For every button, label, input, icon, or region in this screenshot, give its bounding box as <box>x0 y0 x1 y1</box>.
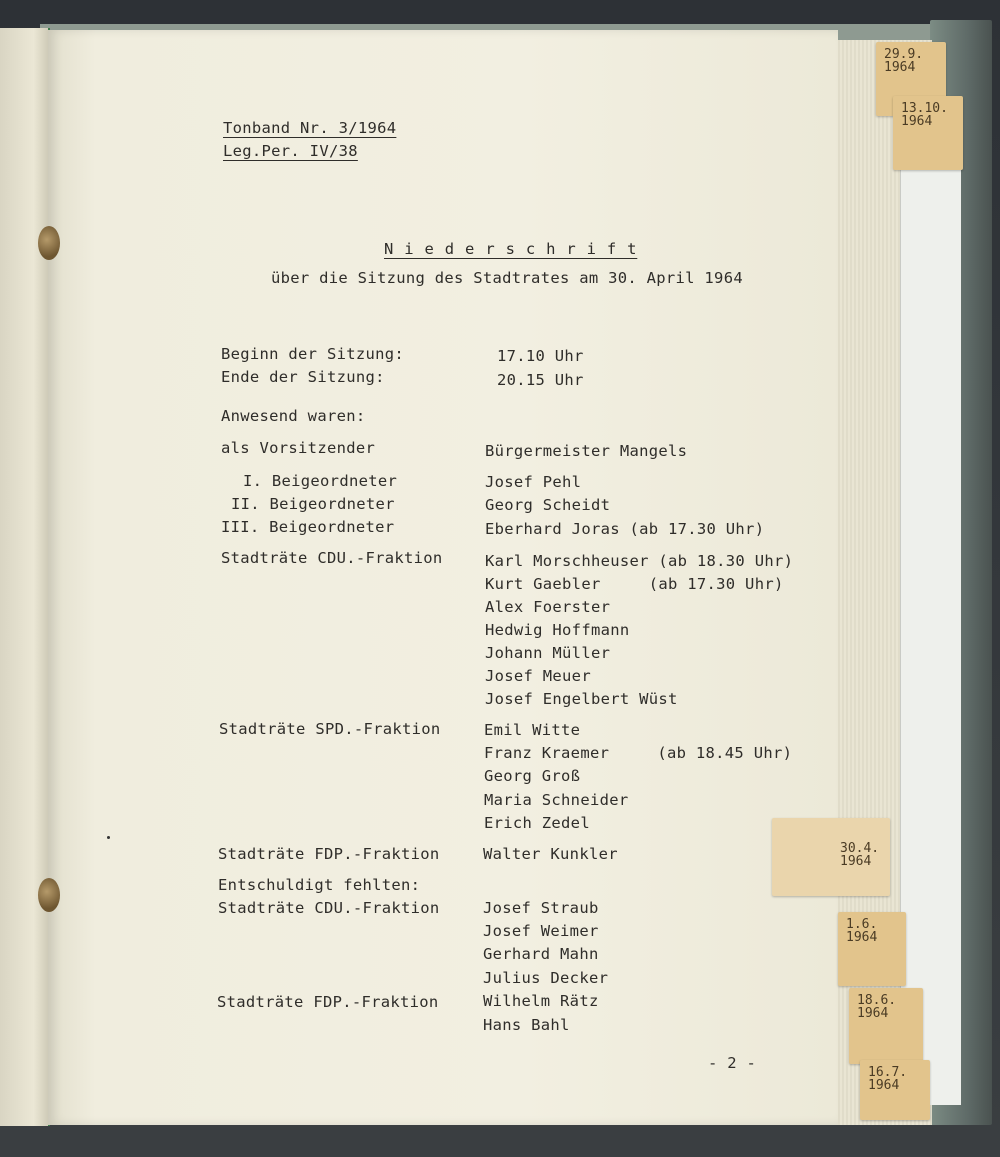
excused-fdp-member: Wilhelm Rätz <box>483 992 599 1010</box>
date-tab[interactable]: 13.10. 1964 <box>893 96 963 170</box>
end-value: 20.15 Uhr <box>497 371 584 389</box>
spd-member: Emil Witte <box>484 721 581 739</box>
deputy-name: Georg Scheidt <box>485 496 611 514</box>
legislative-period: Leg.Per. IV/38 <box>223 142 358 160</box>
excused-fdp-label: Stadträte FDP.-Fraktion <box>217 993 439 1011</box>
cdu-member: Johann Müller <box>485 644 611 662</box>
cdu-member: Josef Meuer <box>485 667 591 685</box>
deputy-label: I. Beigeordneter <box>243 472 398 490</box>
left-page-edge <box>0 28 50 1126</box>
excused-heading: Entschuldigt fehlten: <box>218 876 421 894</box>
chair-name: Bürgermeister Mangels <box>485 442 688 460</box>
spd-member: Franz Kraemer (ab 18.45 Uhr) <box>484 744 793 762</box>
deputy-name: Eberhard Joras (ab 17.30 Uhr) <box>485 520 765 538</box>
cdu-member: Alex Foerster <box>485 598 611 616</box>
excused-cdu-member: Josef Straub <box>483 899 599 917</box>
spd-member: Maria Schneider <box>484 791 629 809</box>
begin-value: 17.10 Uhr <box>497 347 584 365</box>
excused-cdu-member: Josef Weimer <box>483 922 599 940</box>
date-tab[interactable]: 30.4. 1964 <box>772 818 890 896</box>
deputy-label: II. Beigeordneter <box>231 495 395 513</box>
excused-cdu-member: Julius Decker <box>483 969 609 987</box>
cdu-label: Stadträte CDU.-Fraktion <box>221 549 443 567</box>
back-sheet <box>900 160 961 1105</box>
ink-dot <box>107 836 110 839</box>
document-subtitle: über die Sitzung des Stadtrates am 30. April 1964 <box>271 269 743 287</box>
spd-member: Erich Zedel <box>484 814 590 832</box>
spd-label: Stadträte SPD.-Fraktion <box>219 720 441 738</box>
cdu-member: Josef Engelbert Wüst <box>485 690 678 708</box>
deputy-name: Josef Pehl <box>485 473 582 491</box>
cdu-member: Karl Morschheuser (ab 18.30 Uhr) <box>485 552 794 570</box>
date-tab[interactable]: 1.6. 1964 <box>838 912 906 986</box>
date-tab[interactable]: 29.9. 1964 <box>876 42 946 116</box>
binder-ring-icon <box>38 878 60 912</box>
fdp-label: Stadträte FDP.-Fraktion <box>218 845 440 863</box>
page-number: - 2 - <box>708 1054 757 1072</box>
excused-fdp-member: Hans Bahl <box>483 1016 570 1034</box>
excused-cdu-label: Stadträte CDU.-Fraktion <box>218 899 440 917</box>
chair-label: als Vorsitzender <box>221 439 376 457</box>
begin-label: Beginn der Sitzung: <box>221 345 405 363</box>
date-tab[interactable]: 18.6. 1964 <box>849 988 923 1064</box>
tape-number: Tonband Nr. 3/1964 <box>223 119 397 137</box>
end-label: Ende der Sitzung: <box>221 368 385 386</box>
binder-ring-icon <box>38 226 60 260</box>
deputy-label: III. Beigeordneter <box>221 518 395 536</box>
cdu-member: Hedwig Hoffmann <box>485 621 630 639</box>
document-title: N i e d e r s c h r i f t <box>384 240 638 258</box>
date-tab[interactable]: 16.7. 1964 <box>860 1060 930 1120</box>
present-heading: Anwesend waren: <box>221 407 366 425</box>
fdp-member: Walter Kunkler <box>483 845 618 863</box>
cdu-member: Kurt Gaebler (ab 17.30 Uhr) <box>485 575 784 593</box>
excused-cdu-member: Gerhard Mahn <box>483 945 599 963</box>
spd-member: Georg Groß <box>484 767 581 785</box>
